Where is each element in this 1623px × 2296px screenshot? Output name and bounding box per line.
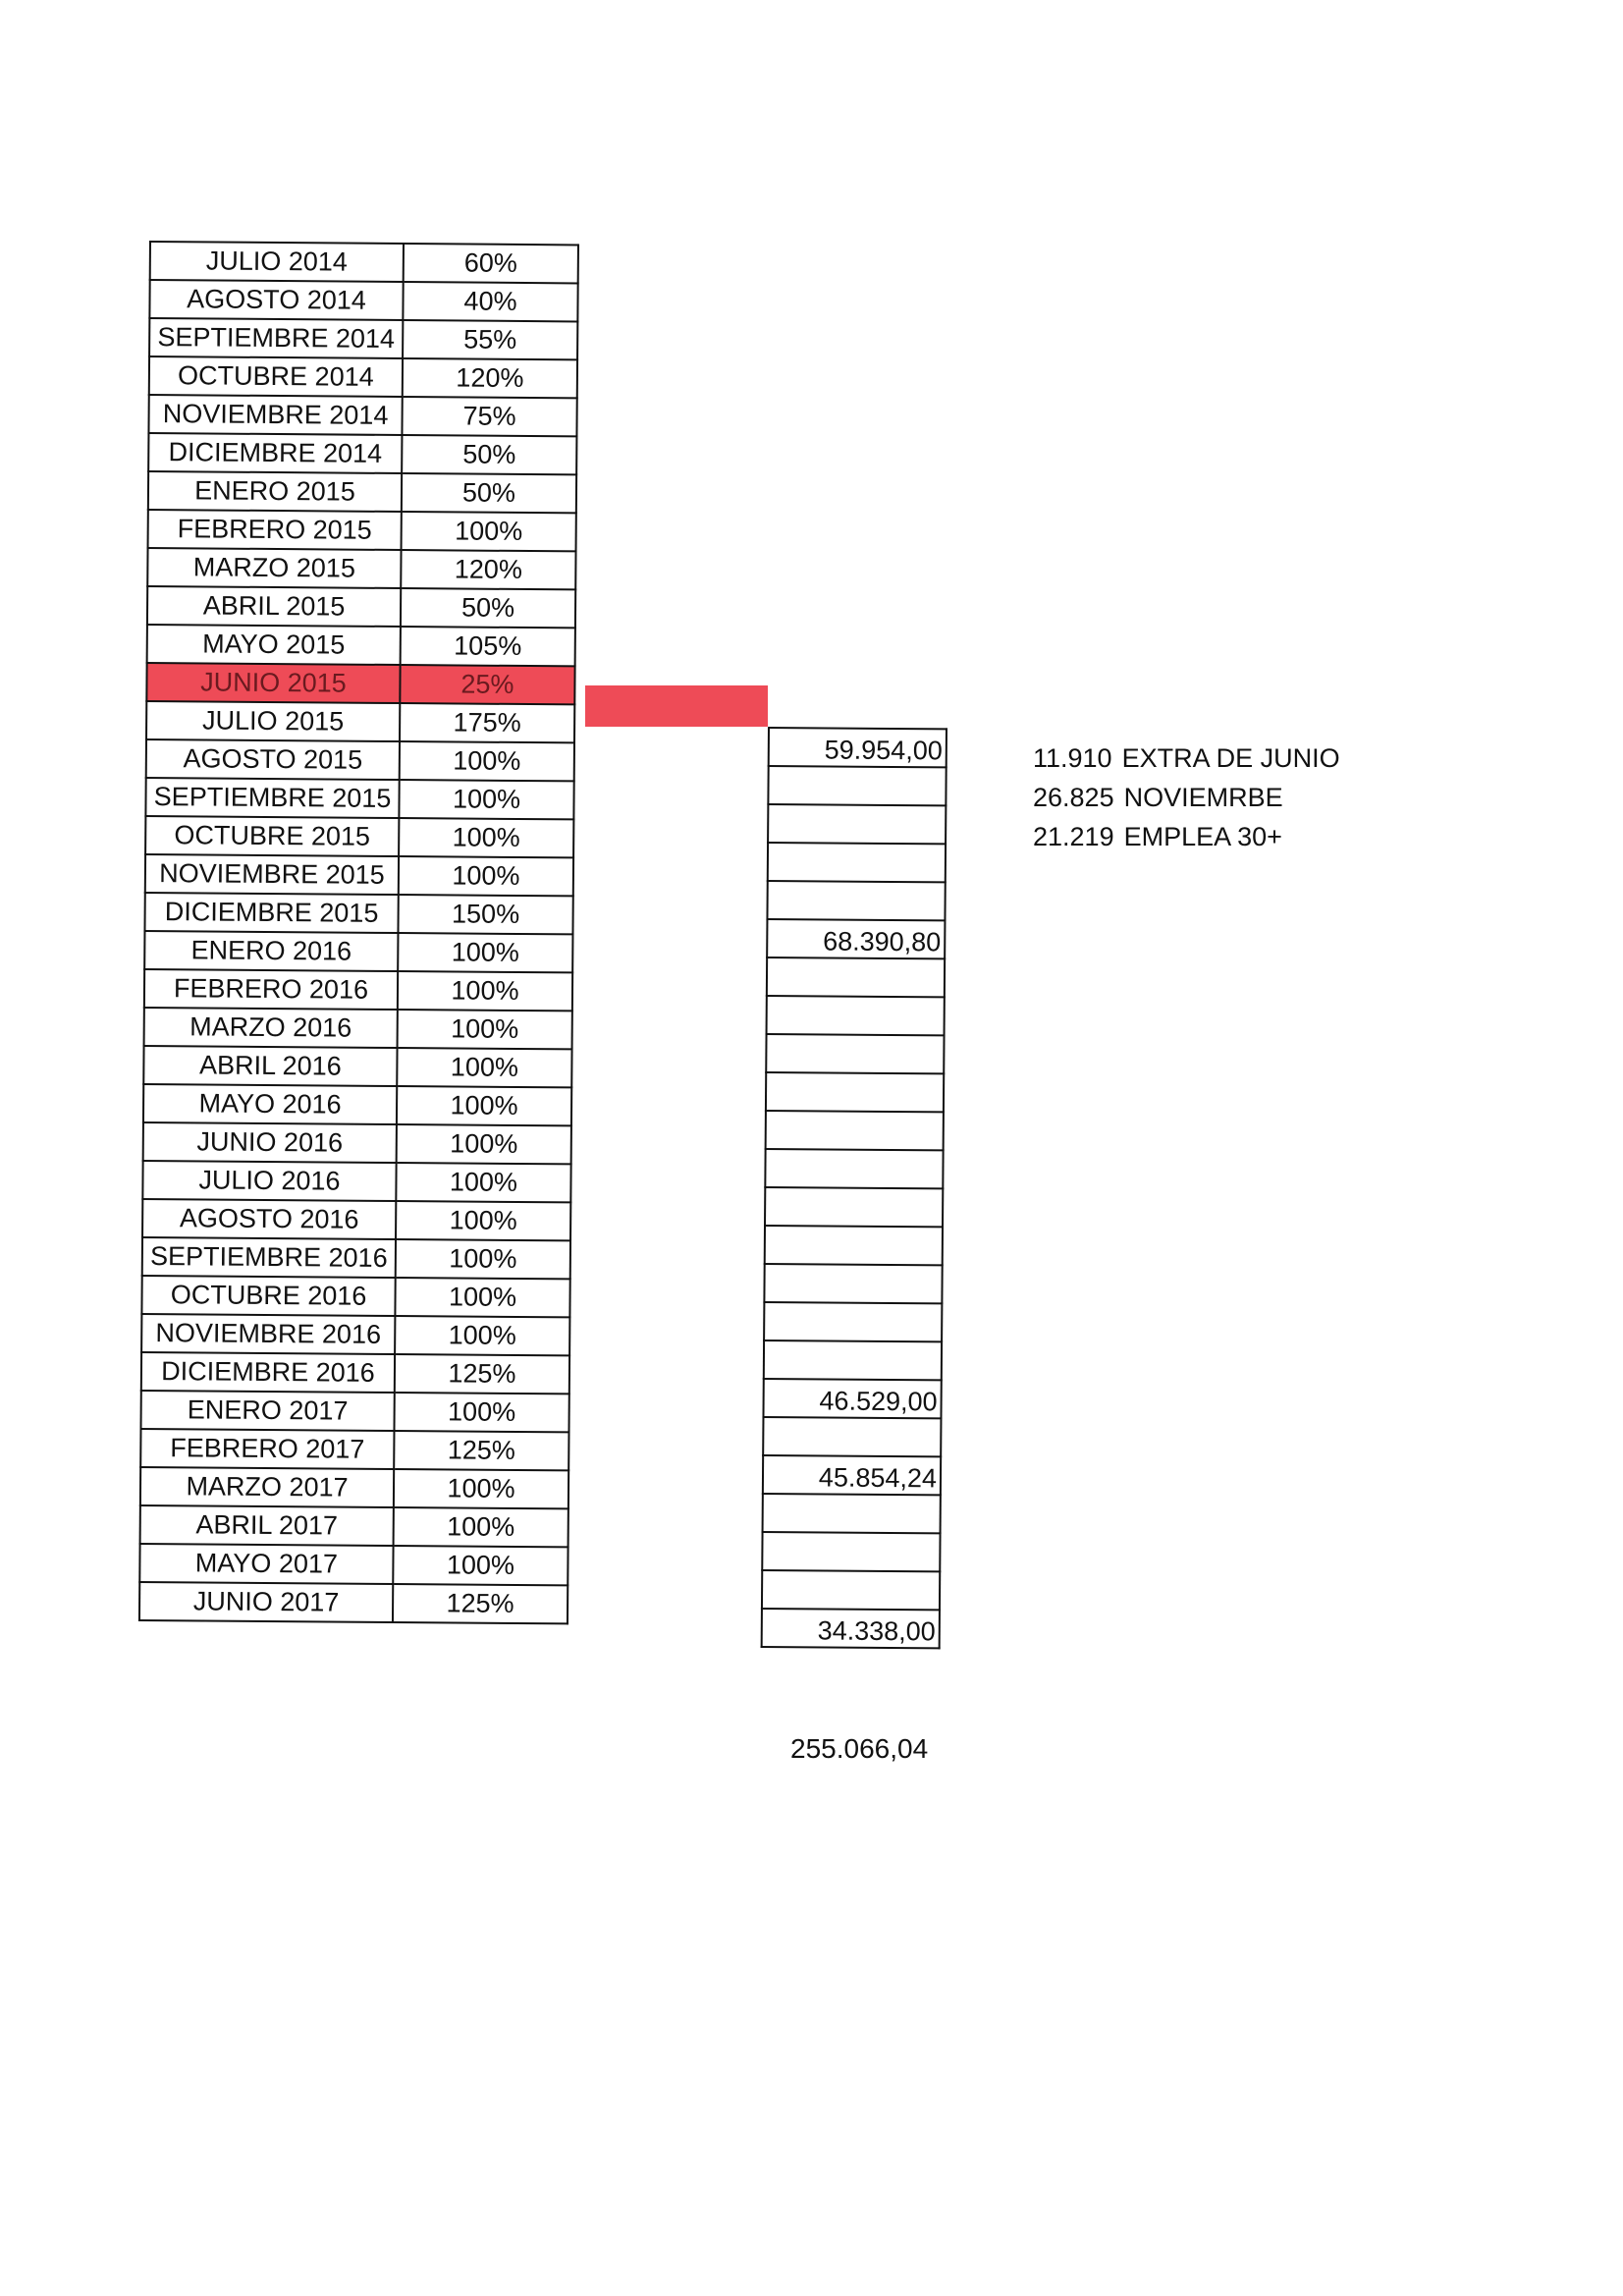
percentage-cell: 105% [401, 627, 575, 666]
month-cell: SEPTIEMBRE 2015 [145, 778, 399, 818]
month-cell: JULIO 2016 [142, 1161, 396, 1201]
percentage-cell: 120% [401, 550, 575, 589]
amount-cell [765, 1226, 943, 1265]
percentage-cell: 100% [398, 971, 572, 1011]
amount-row [762, 1532, 940, 1571]
amount-cell [767, 957, 945, 997]
amount-cell [763, 1417, 941, 1456]
month-cell: MAYO 2017 [139, 1544, 393, 1584]
month-cell: ABRIL 2017 [140, 1505, 394, 1546]
percentage-cell: 100% [397, 1124, 571, 1164]
month-cell: AGOSTO 2014 [149, 280, 403, 320]
amount-row [767, 957, 945, 997]
percentage-cell: 100% [394, 1393, 568, 1432]
month-row [141, 1352, 569, 1394]
month-row [145, 854, 573, 896]
amount-cell: 68.390,80 [767, 919, 945, 958]
amount-table [761, 727, 947, 1649]
month-cell: SEPTIEMBRE 2016 [142, 1237, 396, 1278]
month-cell: NOVIEMBRE 2016 [141, 1314, 395, 1354]
month-cell: JUNIO 2017 [139, 1582, 393, 1622]
amount-cell [764, 1340, 942, 1380]
amount-cell [767, 996, 945, 1035]
month-row [149, 356, 577, 398]
percentage-cell: 40% [403, 282, 577, 321]
month-cell: DICIEMBRE 2015 [144, 893, 398, 933]
highlight-extension-bar [585, 685, 768, 727]
month-cell: JUNIO 2016 [143, 1122, 397, 1163]
percentage-cell: 100% [393, 1546, 568, 1585]
month-row [148, 510, 576, 551]
month-row [147, 625, 575, 666]
month-cell: JUNIO 2015 [146, 663, 400, 703]
percentage-cell: 125% [394, 1431, 568, 1470]
month-row [147, 586, 575, 628]
percentage-cell: 125% [393, 1584, 568, 1623]
month-percentage-table [138, 241, 579, 1624]
amount-row [768, 766, 946, 805]
amount-cell [768, 804, 946, 844]
month-row [149, 280, 577, 321]
amount-row [762, 1609, 940, 1648]
month-row [144, 893, 572, 934]
amount-row [764, 1340, 942, 1380]
note-line [1033, 817, 1340, 856]
amount-row [767, 919, 945, 958]
amount-row [768, 843, 946, 882]
amount-table-body [762, 728, 947, 1648]
month-cell: NOVIEMBRE 2014 [148, 395, 402, 435]
percentage-cell: 60% [404, 244, 578, 283]
amount-cell [762, 1532, 940, 1571]
amount-cell [768, 766, 946, 805]
month-row [140, 1467, 568, 1508]
month-row [140, 1391, 568, 1432]
percentage-cell: 100% [396, 1163, 570, 1202]
month-cell: OCTUBRE 2016 [141, 1276, 395, 1316]
amount-cell: 46.529,00 [763, 1379, 941, 1418]
percentage-cell: 120% [403, 358, 577, 398]
note-line [1033, 738, 1340, 778]
amount-row [763, 1455, 941, 1495]
note-label: EXTRA DE JUNIO [1121, 743, 1340, 773]
amount-row [763, 1417, 941, 1456]
month-cell: OCTUBRE 2015 [145, 816, 399, 856]
amount-row [766, 1111, 944, 1150]
month-row [141, 1276, 569, 1317]
amount-row [766, 1072, 944, 1112]
month-row [142, 1199, 570, 1240]
percentage-cell: 100% [399, 818, 573, 857]
month-cell: NOVIEMBRE 2015 [145, 854, 399, 895]
month-cell: DICIEMBRE 2016 [141, 1352, 395, 1393]
month-cell: MARZO 2015 [147, 548, 401, 588]
month-cell: ENERO 2015 [148, 471, 402, 512]
amount-cell [765, 1187, 943, 1227]
month-table-body [139, 242, 578, 1623]
month-cell: FEBRERO 2017 [140, 1429, 394, 1469]
percentage-cell: 100% [397, 1086, 571, 1125]
month-row [146, 701, 574, 742]
month-row [143, 1084, 571, 1125]
amount-row [768, 804, 946, 844]
percentage-cell: 100% [399, 856, 573, 896]
month-row [144, 969, 572, 1011]
month-cell: JULIO 2015 [146, 701, 400, 741]
amount-cell [768, 843, 946, 882]
amount-row [765, 1187, 943, 1227]
percentage-cell: 55% [403, 320, 577, 359]
amount-cell: 59.954,00 [769, 728, 947, 767]
amount-row [763, 1494, 941, 1533]
note-label: EMPLEA 30+ [1123, 822, 1282, 851]
month-row [150, 242, 578, 283]
total-amount: 255.066,04 [790, 1733, 929, 1764]
percentage-cell: 125% [395, 1354, 569, 1394]
percentage-cell: 75% [402, 397, 576, 436]
amount-row [769, 728, 947, 767]
percentage-cell: 100% [397, 1048, 571, 1087]
percentage-cell: 100% [398, 933, 572, 972]
amount-cell [764, 1264, 942, 1303]
month-row [140, 1505, 568, 1547]
month-cell: DICIEMBRE 2014 [148, 433, 402, 473]
percentage-cell: 100% [396, 1239, 570, 1279]
note-line [1033, 778, 1340, 817]
amount-cell [765, 1149, 943, 1188]
amount-cell: 45.854,24 [763, 1455, 941, 1495]
percentage-cell: 150% [398, 895, 572, 934]
amount-row [764, 1264, 942, 1303]
percentage-cell: 100% [396, 1201, 570, 1240]
amount-row [766, 1034, 944, 1073]
amount-row [764, 1302, 942, 1341]
percentage-cell: 100% [398, 1010, 572, 1049]
amount-row [762, 1570, 940, 1610]
month-cell: MARZO 2017 [140, 1467, 394, 1507]
note-label: NOVIEMRBE [1123, 783, 1283, 812]
month-row [148, 395, 576, 436]
month-row [147, 548, 575, 589]
month-row [144, 931, 572, 972]
month-row [148, 433, 576, 474]
amount-cell [767, 881, 945, 920]
percentage-cell: 100% [394, 1469, 568, 1508]
month-cell: ENERO 2017 [140, 1391, 394, 1431]
amount-cell [766, 1111, 944, 1150]
month-row [145, 778, 573, 819]
month-row [143, 1122, 571, 1164]
month-cell: AGOSTO 2015 [146, 739, 400, 780]
month-cell: MAYO 2015 [147, 625, 401, 665]
month-row [142, 1237, 570, 1279]
month-cell: AGOSTO 2016 [142, 1199, 396, 1239]
month-row [144, 1008, 572, 1049]
percentage-cell: 100% [395, 1316, 569, 1355]
note-value: 21.219 [1033, 822, 1114, 851]
month-row [145, 816, 573, 857]
month-cell: JULIO 2014 [150, 242, 404, 282]
month-cell: OCTUBRE 2014 [149, 356, 403, 397]
amount-row [765, 1149, 943, 1188]
month-row [143, 1046, 571, 1087]
month-row [141, 1314, 569, 1355]
month-row [148, 471, 576, 513]
amount-row [765, 1226, 943, 1265]
month-cell: ABRIL 2015 [147, 586, 401, 627]
amount-cell: 34.338,00 [762, 1609, 940, 1648]
amount-cell [763, 1494, 941, 1533]
notes-block [1033, 738, 1340, 856]
note-value: 26.825 [1033, 783, 1114, 812]
amount-row [767, 881, 945, 920]
percentage-cell: 175% [400, 703, 574, 742]
percentage-cell: 50% [401, 588, 575, 628]
amount-cell [766, 1072, 944, 1112]
amount-cell [764, 1302, 942, 1341]
note-value: 11.910 [1033, 743, 1112, 773]
percentage-cell: 100% [399, 780, 573, 819]
month-row [140, 1429, 568, 1470]
month-row [139, 1582, 568, 1623]
month-cell: MARZO 2016 [144, 1008, 398, 1048]
percentage-cell: 50% [402, 473, 576, 513]
month-cell: FEBRERO 2015 [148, 510, 402, 550]
month-row [149, 318, 577, 359]
month-row [142, 1161, 570, 1202]
percentage-cell: 100% [394, 1507, 568, 1547]
month-cell: MAYO 2016 [143, 1084, 397, 1124]
month-row [146, 739, 574, 781]
amount-row [763, 1379, 941, 1418]
month-cell: SEPTIEMBRE 2014 [149, 318, 403, 358]
amount-cell [766, 1034, 944, 1073]
percentage-cell: 100% [395, 1278, 569, 1317]
percentage-cell: 25% [400, 665, 574, 704]
month-row [139, 1544, 568, 1585]
month-cell: ENERO 2016 [144, 931, 398, 971]
amount-row [767, 996, 945, 1035]
month-row [146, 663, 574, 704]
percentage-cell: 50% [402, 435, 576, 474]
percentage-cell: 100% [400, 741, 574, 781]
percentage-cell: 100% [402, 512, 576, 551]
month-cell: ABRIL 2016 [143, 1046, 397, 1086]
amount-cell [762, 1570, 940, 1610]
month-cell: FEBRERO 2016 [144, 969, 398, 1010]
